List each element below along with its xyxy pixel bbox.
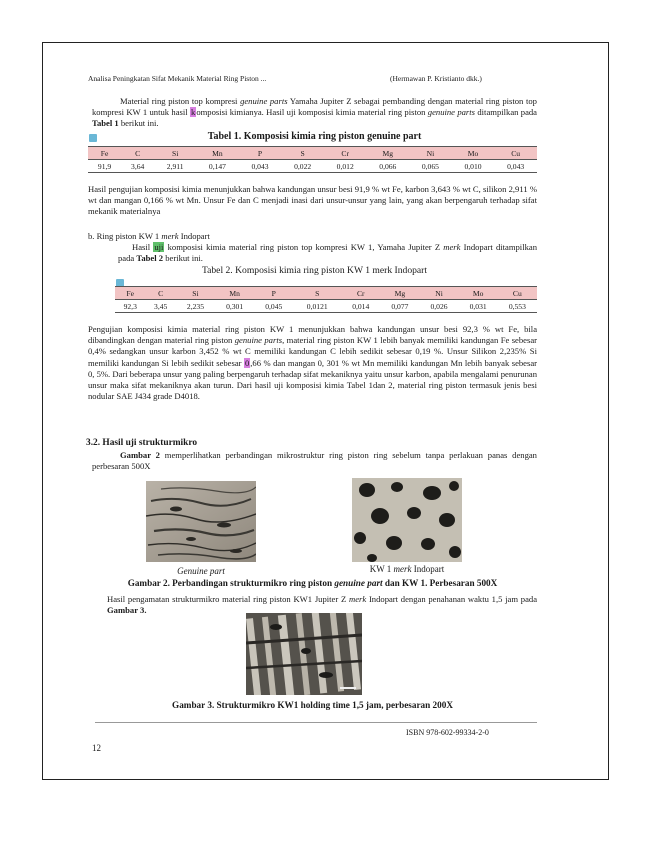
table-cell: 0,066 — [367, 160, 410, 173]
highlight-pink: k — [191, 107, 196, 118]
text: ditampilkan pada — [477, 107, 537, 118]
table-header-cell: Cr — [341, 287, 380, 300]
figure2-caption — [88, 578, 537, 588]
text: Indopart — [413, 564, 445, 574]
table-cell: 0,043 — [494, 160, 537, 173]
table-header-cell: Si — [154, 147, 196, 160]
table-row — [88, 160, 537, 173]
text: besi 92,3 % wt Fe, bila dibandingkan dengan material ring piston — [88, 324, 538, 346]
footer-isbn: ISBN 978-602-99334-2-0 — [406, 728, 489, 737]
table-header-cell: Cu — [498, 287, 537, 300]
item-b-label — [88, 231, 537, 242]
paragraph-table2-discussion — [88, 324, 537, 402]
text: KW 1 — [369, 564, 392, 574]
table-header-cell: Mn — [215, 287, 254, 300]
text: berikut ini. — [120, 118, 159, 129]
table-header-row — [115, 287, 537, 300]
figure3-caption: Gambar 3. Strukturmikro KW1 holding time 1,5 jam, perbesaran 200X — [172, 700, 453, 710]
table-ref: Tabel 1 — [92, 118, 119, 129]
table-cell: 0,012 — [324, 160, 367, 173]
table-cell: 0,031 — [459, 300, 498, 313]
text: Indopart — [180, 231, 210, 241]
micrograph-genuine-part — [146, 481, 256, 562]
table-cell: 0,553 — [498, 300, 537, 313]
table-header-cell: Mg — [367, 147, 410, 160]
text: ,66 % dan mangan 0, 301 % wt Mn memiliki kandungan — [250, 357, 448, 368]
text-italic: genuine part — [334, 578, 383, 588]
text: nodular SAE J434 grade D4018. — [88, 391, 200, 402]
text-italic: genuine parts — [240, 96, 288, 106]
table-cell: 0,010 — [452, 160, 495, 173]
micrograph-kw1-holding — [246, 613, 362, 695]
text: komposisi kimia material ring piston — [298, 107, 426, 118]
table-cell: 0,043 — [239, 160, 282, 173]
highlight-pink: 0 — [244, 357, 250, 368]
text-italic: genuine parts — [427, 107, 476, 118]
table-header-cell: Ni — [419, 287, 458, 300]
table-cell: 0,014 — [341, 300, 380, 313]
text: mekaniknya yaitu unsur karbon, apabila mengalami penurunan unsur maka sifat mekaniknya — [88, 368, 537, 391]
table-cell: 0,301 — [215, 300, 254, 313]
text: Hasil pengamatan strukturmikro material ring piston KW1 Jupiter Z — [107, 594, 347, 604]
table-header-cell: Si — [176, 287, 215, 300]
text: komposisi kimia material ring piston top kompresi KW 1, Yamaha Jupiter Z — [167, 242, 441, 252]
table-header-cell: Mg — [380, 287, 419, 300]
table-cell: 0,077 — [380, 300, 419, 313]
figure-ref: Gambar 2 — [120, 450, 160, 460]
running-header-right: (Hermawan P. Kristianto dkk.) — [390, 74, 482, 83]
table-cell: 0,147 — [196, 160, 239, 173]
table-header-cell: P — [254, 287, 293, 300]
text: Pengujian komposisi kimia material ring piston KW 1 menunjukkan bahwa kandungan unsur — [88, 324, 440, 334]
table-cell: 2,911 — [154, 160, 196, 173]
table-header-cell: P — [239, 147, 282, 160]
table-cell: 3,64 — [121, 160, 154, 173]
text: Gambar 2. Perbandingan strukturmikro ring piston — [127, 578, 333, 588]
running-header-left: Analisa Peningkatan Sifat Mekanik Material Ring Piston ... — [88, 74, 267, 83]
text: Indopart dengan penahanan — [368, 594, 466, 604]
table-header-cell: Cu — [494, 147, 537, 160]
text: Material ring piston top kompresi — [120, 96, 238, 106]
page-number: 12 — [92, 743, 101, 753]
highlight-green: uji — [154, 242, 164, 252]
table1 — [88, 146, 537, 173]
table-header-cell: Ni — [409, 147, 452, 160]
table-cell: 0,0121 — [293, 300, 341, 313]
table2 — [115, 286, 537, 313]
paragraph-section32 — [92, 450, 537, 472]
table-cell: 91,9 — [88, 160, 121, 173]
text: memperlihatkan perbandingan mikrostruktur ring piston ring sebelum tanpa perlakuan — [164, 450, 483, 460]
text-italic: merk — [161, 231, 179, 241]
micrograph-kw1-indopart — [352, 478, 462, 562]
text: kandungan Si lebih sedikit sebesar — [121, 357, 242, 368]
table-cell: 0,026 — [419, 300, 458, 313]
text-italic: merk — [443, 242, 461, 252]
text-italic: merk — [393, 564, 412, 574]
table-header-cell: Cr — [324, 147, 367, 160]
text: piston KW 1 lebih banyak memiliki kandungan Fe sebesar 0,4% sedangkan unsur karbon 3,452 — [88, 335, 537, 357]
table-cell: 0,045 — [254, 300, 293, 313]
figure-ref: Gambar 3. — [107, 605, 147, 616]
text: Yamaha Jupiter Z sebagai pembanding — [289, 96, 426, 106]
table-row — [115, 300, 537, 313]
table-header-cell: S — [281, 147, 324, 160]
table-header-cell: Fe — [88, 147, 121, 160]
paragraph-table1-discussion: Hasil pengujian komposisi kimia menunjukkan bahwa kandungan unsur besi 91,9 % wt Fe, karbon 3,643 % wt C, silikon 2,911 % wt dan mangan 0,166 % wt Mn. Unsur Fe dan C menjadi inasi dari unsur-unsur yang lain, yang akan berpengaruh terhadap sifat mekanik materialnya — [88, 184, 537, 217]
table2-caption: Tabel 2. Komposisi kimia ring piston KW 1 merk Indopart — [201, 265, 428, 276]
paragraph-intro — [92, 96, 537, 130]
text-italic: genuine parts — [234, 335, 283, 346]
table-header-cell: C — [145, 287, 175, 300]
text: dengan material ring piston top kompresi KW 1 untuk hasil — [92, 96, 537, 118]
section-heading: 3.2. Hasil uji strukturmikro — [86, 438, 198, 448]
table-header-cell: S — [293, 287, 341, 300]
table-header-cell: Mo — [452, 147, 495, 160]
footer-divider — [95, 722, 537, 723]
paragraph-item-b — [118, 242, 537, 264]
table-cell: 2,235 — [176, 300, 215, 313]
figure2-label-right — [332, 564, 482, 574]
table1-caption: Tabel 1. Komposisi kimia ring piston genuine part — [207, 131, 422, 142]
text: panas dengan perbesaran 500X — [92, 450, 537, 472]
table-cell: 0,022 — [281, 160, 324, 173]
table-cell: 92,3 — [115, 300, 145, 313]
table-header-row — [88, 147, 537, 160]
text: % wt C memiliki kandungan C lebih sedikit sebesar 0,19 %. Unsur Silikon 2,235% Si memiliki — [88, 346, 537, 368]
table-header-cell: Fe — [115, 287, 145, 300]
table-cell: 3,45 — [145, 300, 175, 313]
text-italic: Genuine part — [177, 566, 225, 576]
text: waktu 1,5 jam pada — [467, 594, 538, 604]
table-header-cell: Mn — [196, 147, 239, 160]
text: Indopart ditampilkan pada — [118, 242, 537, 264]
text: , material ring — [282, 335, 332, 346]
text: akan turun. Dari hasil uji komposisi kimia Tabel 1dan 2, material ring piston termasuk jenis besi — [194, 380, 537, 391]
text-italic: merk — [348, 594, 367, 604]
text: dan KW 1. Perbesaran 500X — [384, 578, 498, 588]
text: berikut ini. — [165, 253, 203, 264]
table-header-cell: Mo — [459, 287, 498, 300]
text: b. Ring piston KW 1 — [88, 231, 160, 241]
text: Mn lebih banyak sebesar 0, 5%. Dari beberapa unsur yang paling berpengaruh terhadap sifat — [88, 357, 538, 379]
table-ref: Tabel 2 — [136, 253, 164, 264]
table-cell: 0,065 — [409, 160, 452, 173]
figure2-label-left — [146, 566, 256, 576]
text: omposisi kimianya. Hasil uji — [196, 107, 296, 118]
text: Hasil — [132, 242, 151, 252]
table-header-cell: C — [121, 147, 154, 160]
